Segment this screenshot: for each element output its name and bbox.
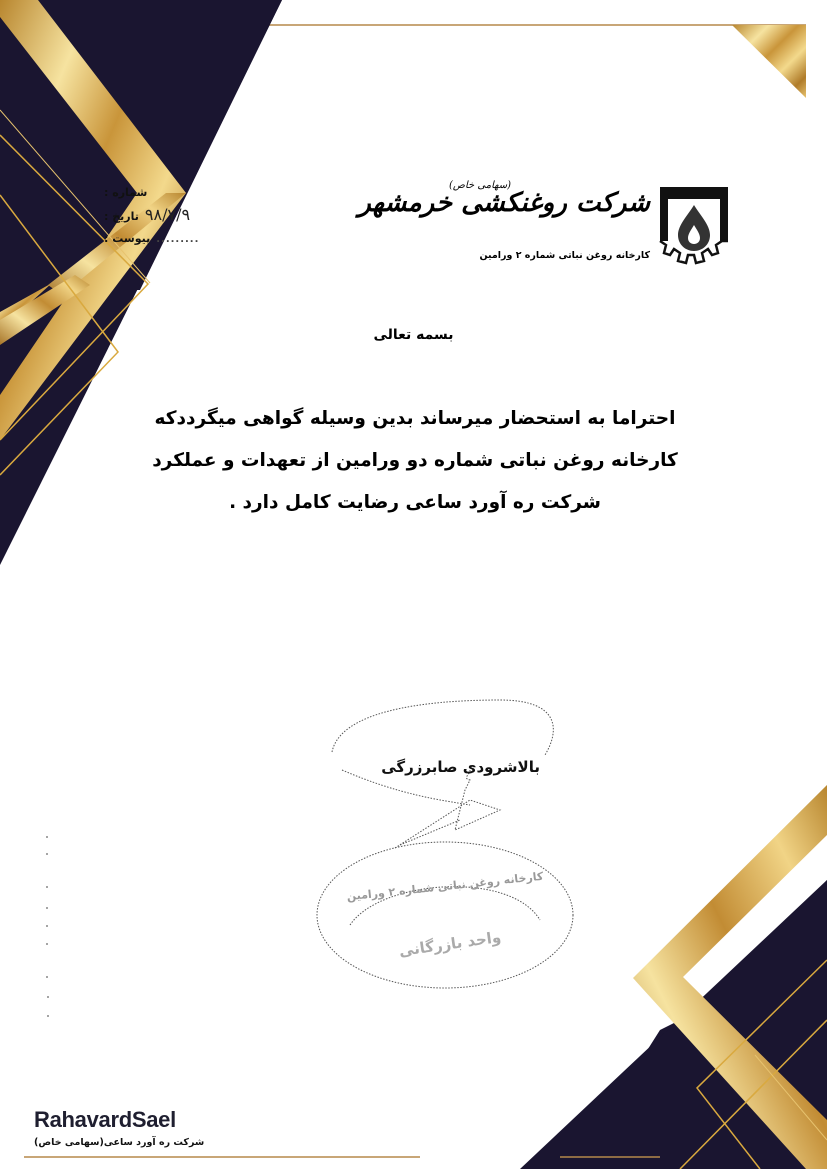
attachment-label: پیوست : bbox=[104, 232, 151, 245]
letter-meta bbox=[104, 182, 264, 251]
attachment-value: ......... bbox=[156, 234, 200, 245]
company-type: (سهامی خاص) bbox=[449, 180, 512, 191]
letter-body bbox=[120, 398, 710, 524]
date-value: ۹۸/۷/۹ bbox=[144, 205, 191, 224]
meta-number-row bbox=[104, 182, 264, 204]
meta-date-row bbox=[104, 204, 264, 228]
signer-name: بالاشرودی صابرزرگی bbox=[381, 758, 540, 776]
date-label: تاریخ : bbox=[104, 210, 139, 223]
stamp-inner-text: واحد بازرگانی bbox=[397, 927, 503, 961]
company-subtitle: کارخانه روغن نباتی شماره ۲ ورامین bbox=[479, 250, 650, 261]
footer-brand-subtitle: شرکت ره آورد ساعی(سهامی خاص) bbox=[34, 1137, 205, 1148]
number-label: شماره : bbox=[104, 186, 148, 199]
company-name: شرکت روغنکشی خرمشهر bbox=[358, 188, 650, 218]
letter-line: شرکت ره آورد ساعی رضایت کامل دارد . bbox=[229, 492, 601, 513]
meta-attachment-row bbox=[104, 228, 264, 251]
letter-line: کارخانه روغن نباتی شماره دو ورامین از تعهدات و عملکرد bbox=[152, 450, 678, 471]
salutation: بسمه تعالی bbox=[373, 327, 454, 343]
footer-brand-name: RahavardSael bbox=[34, 1107, 176, 1132]
company-header bbox=[358, 180, 650, 270]
stamp-outer-text: کارخانه روغن نباتی شماره ۲ ورامین bbox=[346, 869, 544, 904]
letter-line: احتراما به استحضار میرساند بدین وسیله گواهی میگرددکه bbox=[154, 408, 676, 429]
oil-drop-gear-logo-icon bbox=[656, 183, 732, 269]
